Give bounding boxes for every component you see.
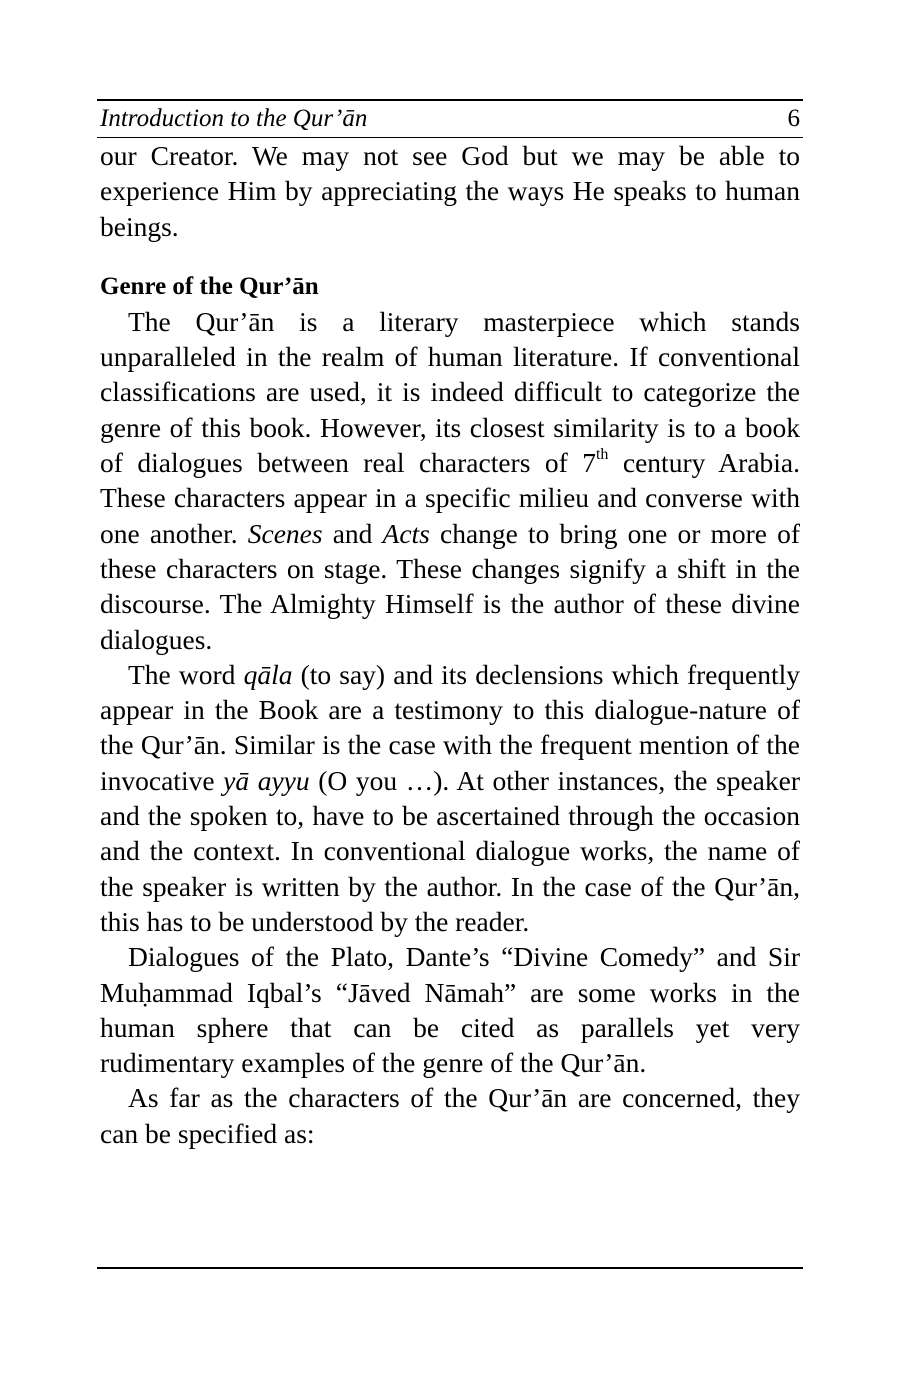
running-head-title: Introduction to the Qur’ān — [100, 105, 368, 132]
text-run: change to bring one or more of these characters on stage. These changes signify a shift in the discourse. The Almighty Himself is the author of these divine dialogues. — [100, 517, 800, 655]
text-run: (to say) and its declensions which frequently appear in the Book are a testimony to this dialogue-nature of the Qur’ān. Similar is the case with the frequent mention of the invocative — [100, 658, 800, 796]
italic-term: Scenes — [247, 517, 323, 549]
section-heading: Genre of the Qur’ān — [100, 272, 319, 300]
paragraph-parallels: Dialogues of the Plato, Dante’s “Divine Comedy” and Sir Muḥammad Iqbal’s “Jāved Nāmah” are some works in the human sphere that can be cited as parallels yet very rudimentary examples of the genre of the Qur’ān. — [100, 941, 800, 1079]
running-head — [97, 101, 803, 137]
text-run: and — [322, 517, 383, 549]
italic-term: yā ayyu — [223, 764, 310, 796]
italic-term: qāla — [243, 658, 293, 690]
page-number: 6 — [787, 105, 800, 132]
superscript: th — [595, 445, 609, 463]
text-run: The word — [128, 658, 244, 690]
footer-rule — [97, 1267, 803, 1269]
paragraph-qala — [100, 657, 800, 939]
italic-term: Acts — [382, 517, 430, 549]
paragraph-continued: our Creator. We may not see God but we may be able to experience Him by appreciating the ways He speaks to human beings. — [100, 140, 800, 242]
paragraph-genre — [100, 304, 800, 657]
text-run: century Arabia. These characters appear in a specific milieu and converse with one another. — [100, 447, 800, 549]
body-text — [97, 138, 803, 1151]
text-run: (O you …). At other instances, the speaker and the spoken to, have to be ascertained through the occasion and the context. In conventional dialogue works, the name of the speaker is written by the author. In the case of the Qur’ān, this has to be understood by the reader. — [100, 764, 801, 937]
page — [97, 99, 803, 1151]
paragraph-characters: As far as the characters of the Qur’ān are concerned, they can be specified as: — [100, 1082, 800, 1149]
text-run: The Qur’ān is a literary masterpiece which stands unparalleled in the realm of human literature. If conventional classifications are used, it is indeed difficult to categorize the genre of this book. However, its closest similarity is to a book of dialogues between real characters of 7 — [100, 305, 800, 479]
